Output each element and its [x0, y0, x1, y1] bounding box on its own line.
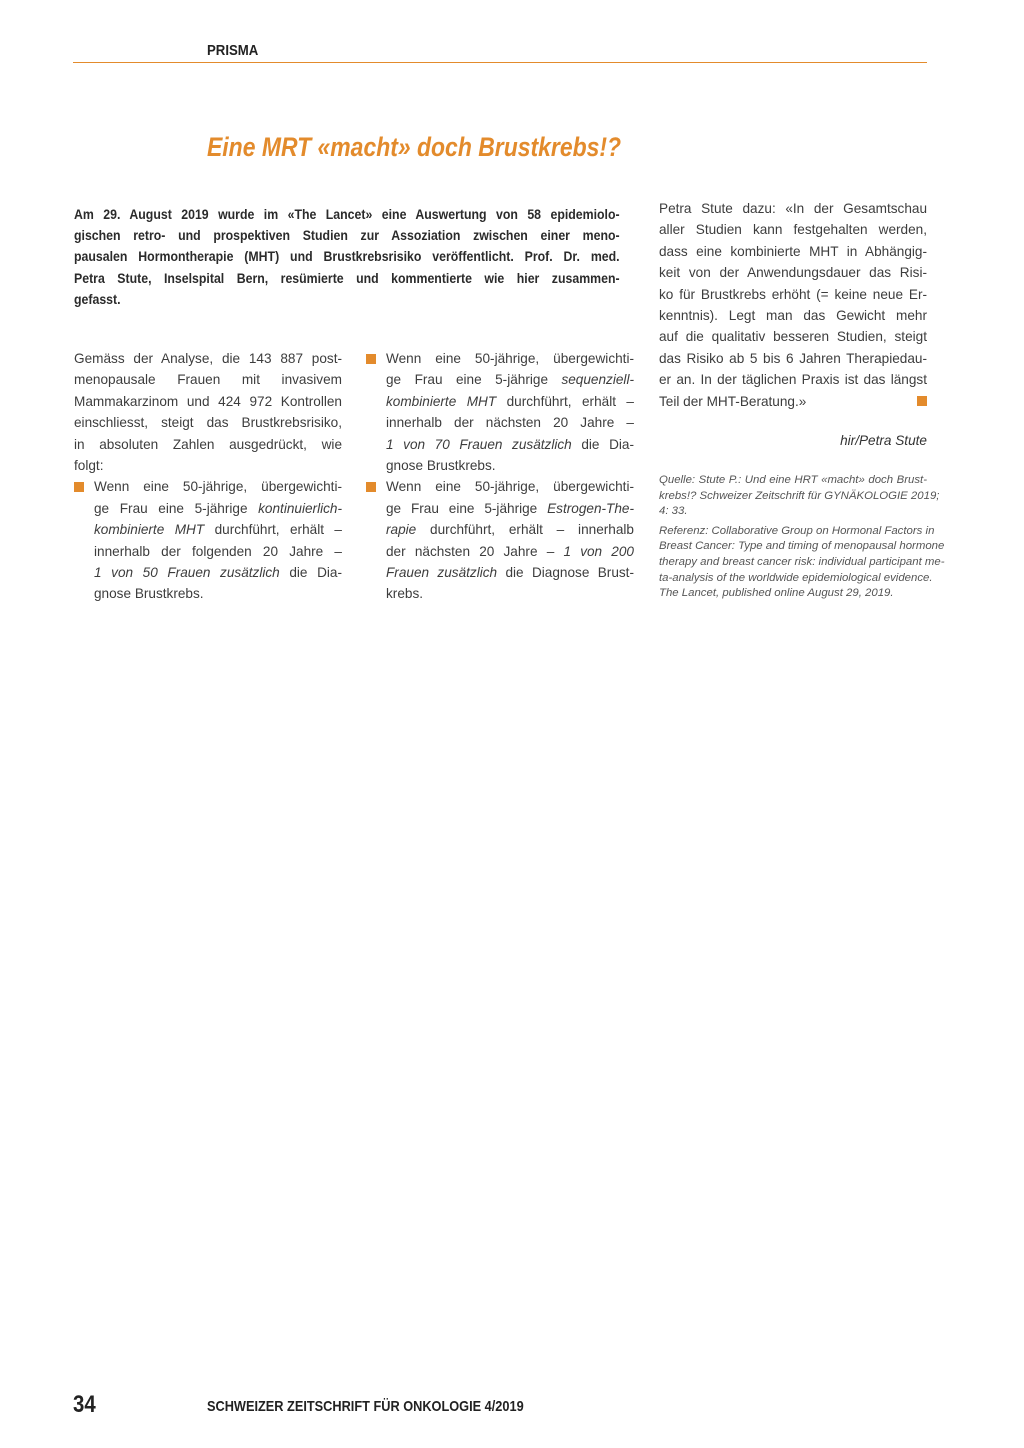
bullet-line: ge Frau eine 5-jährige kontinuierlich-	[94, 500, 342, 516]
bullet-line: 1 von 50 Frauen zusätzlich die Dia-	[94, 565, 342, 581]
journal-name: SCHWEIZER ZEITSCHRIFT FÜR ONKOLOGIE 4/2019	[207, 1398, 524, 1415]
lead-line: gefasst.	[74, 290, 121, 307]
lead-line: Petra Stute, Inselspital Bern, resümierte und kommentierte wie hier zusammen-	[74, 269, 620, 286]
bullet-line: gnose Brustkrebs.	[386, 458, 496, 474]
page-number: 34	[73, 1391, 96, 1418]
bullet-square-icon	[366, 354, 376, 364]
bullet-line: ge Frau eine 5-jährige sequenziell-	[386, 372, 634, 388]
reference-line: Referenz: Collaborative Group on Hormonal Factors in	[659, 524, 935, 537]
column-2	[366, 348, 634, 605]
column-1	[74, 348, 342, 605]
bullet-line: innerhalb der folgenden 20 Jahre –	[94, 543, 342, 559]
reference-line: Breast Cancer: Type and timing of menopausal hormone	[659, 540, 945, 553]
bullet-item-kontinuierlich	[74, 476, 342, 604]
body-line: Mammakarzinom und 424 972 Kontrollen	[74, 393, 342, 409]
body-line: ko für Brustkrebs erhöht (= keine neue Er-	[659, 286, 927, 302]
reference-line: The Lancet, published online August 29, 2019.	[659, 587, 894, 600]
body-line: dass eine kombinierte MHT in Abhängig-	[659, 243, 927, 259]
source-line: 4: 33.	[659, 505, 688, 518]
lead-line: Am 29. August 2019 wurde im «The Lancet» eine Auswertung von 58 epidemiolo-	[74, 206, 620, 222]
body-line: menopausale Frauen mit invasivem	[74, 372, 342, 388]
bullet-line: kombinierte MHT durchführt, erhält –	[386, 393, 634, 409]
body-line: er an. In der täglichen Praxis ist das längst	[659, 372, 927, 388]
bullet-line: gnose Brustkrebs.	[94, 586, 204, 602]
source-line: krebs!? Schweizer Zeitschrift für GYNÄKOLOGIE 2019;	[659, 489, 940, 502]
bullet-line: 1 von 70 Frauen zusätzlich die Dia-	[386, 436, 634, 452]
bullet-line: rapie durchführt, erhält – innerhalb	[386, 522, 634, 538]
bullet-square-icon	[74, 482, 84, 492]
lead-line: gischen retro- und prospektiven Studien zur Assoziation zwischen einer meno-	[74, 227, 620, 244]
body-line: folgt:	[74, 458, 104, 474]
body-line: einschliesst, steigt das Brustkrebsrisiko,	[74, 415, 342, 431]
body-line: auf die qualitativ besseren Studien, steigt	[659, 329, 927, 345]
end-square-icon	[917, 396, 927, 406]
reference-line: ta-analysis of the worldwide epidemiological evidence.	[659, 571, 933, 584]
header-rule	[73, 62, 927, 63]
bullet-line: krebs.	[386, 586, 424, 602]
bullet-line: ge Frau eine 5-jährige Estrogen-The-	[386, 500, 634, 516]
bullet-square-icon	[366, 482, 376, 492]
bullet-item-sequenziell	[366, 348, 634, 476]
body-line: Gemäss der Analyse, die 143 887 post-	[74, 351, 342, 366]
column-3	[659, 198, 927, 412]
body-line: Petra Stute dazu: «In der Gesamtschau	[659, 201, 927, 216]
article-title: Eine MRT «macht» doch Brustkrebs!?	[207, 132, 622, 162]
bullet-item-estrogen	[366, 476, 634, 604]
bullet-line: Wenn eine 50-jährige, übergewichti-	[94, 479, 342, 495]
bullet-line: Wenn eine 50-jährige, übergewichti-	[386, 479, 634, 495]
section-label: PRISMA	[207, 42, 259, 59]
lead-line: pausalen Hormontherapie (MHT) und Brustkrebsrisiko veröffentlicht. Prof. Dr. med.	[74, 248, 620, 265]
article-lead	[74, 204, 620, 310]
body-line: keit von der Anwendungsdauer das Risi-	[659, 265, 927, 281]
body-line: in absoluten Zahlen ausgedrückt, wie	[74, 436, 342, 452]
bullet-line: kombinierte MHT durchführt, erhält –	[94, 522, 342, 538]
bullet-line: innerhalb der nächsten 20 Jahre –	[386, 415, 634, 431]
body-line: aller Studien kann festgehalten werden,	[659, 222, 927, 238]
bullet-line: Wenn eine 50-jährige, übergewichti-	[386, 351, 634, 366]
body-line: kenntnis). Legt man das Gewicht mehr	[659, 308, 927, 324]
author-signature: hir/Petra Stute	[840, 433, 927, 448]
body-line: Teil der MHT-Beratung.»	[659, 391, 927, 412]
body-line: das Risiko ab 5 bis 6 Jahren Therapiedau-	[659, 350, 927, 366]
bullet-line: Frauen zusätzlich die Diagnose Brust-	[386, 565, 634, 581]
bullet-line: der nächsten 20 Jahre – 1 von 200	[386, 543, 634, 559]
reference-line: therapy and breast cancer risk: individual participant me-	[659, 555, 945, 568]
source-line: Quelle: Stute P.: Und eine HRT «macht» doch Brust-	[659, 474, 927, 486]
source-note	[659, 473, 945, 602]
